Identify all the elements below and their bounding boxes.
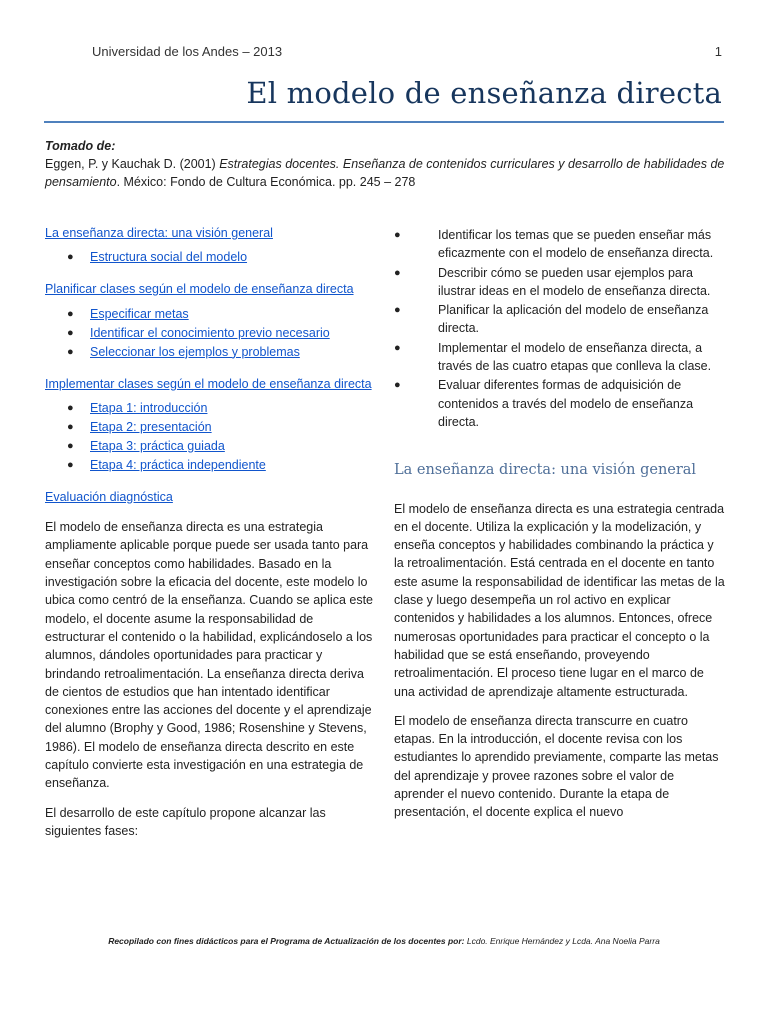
left-column bbox=[45, 224, 375, 851]
goal-text: Identificar los temas que se pueden enseñar más eficazmente con el modelo de enseñanza directa. bbox=[438, 228, 714, 261]
bullet-icon: ● bbox=[394, 379, 401, 392]
document-title: El modelo de enseñanza directa bbox=[246, 76, 722, 110]
toc-section bbox=[45, 375, 375, 475]
bullet-icon: ● bbox=[67, 307, 74, 320]
toc-link-stage-4[interactable]: Etapa 4: práctica independiente bbox=[90, 457, 266, 472]
source-label: Tomado de: bbox=[45, 139, 116, 153]
toc-link-stage-1[interactable]: Etapa 1: introducción bbox=[90, 400, 208, 415]
toc-item bbox=[45, 248, 375, 267]
goal-text: Describir cómo se pueden usar ejemplos para ilustrar ideas en el modelo de enseñanza directa. bbox=[438, 265, 711, 298]
section-heading: La enseñanza directa: una visión general bbox=[394, 462, 697, 479]
goal-item bbox=[394, 264, 726, 301]
bullet-icon: ● bbox=[67, 458, 74, 471]
bullet-icon: ● bbox=[67, 345, 74, 358]
source-book-title: Estrategias docentes. Enseñanza de contenidos curriculares y desarrollo de habilidades de pensamiento bbox=[45, 157, 725, 189]
bullet-icon: ● bbox=[67, 401, 74, 414]
toc-sublist bbox=[45, 248, 375, 267]
body-paragraph: El modelo de enseñanza directa transcurre en cuatro etapas. En la introducción, el docente revisa con los estudiantes lo aprendido previamente, comparte las metas del aprendizaje y provee razones sobre el valor de aprender el nuevo contenido. Durante la etapa de presentación, el docente explica el nuevo bbox=[394, 713, 719, 820]
toc-link-examples[interactable]: Seleccionar los ejemplos y problemas bbox=[90, 344, 300, 359]
toc-sublist bbox=[45, 399, 375, 475]
source-publisher: . México: Fondo de Cultura Económica. pp. 245 – 278 bbox=[116, 175, 416, 189]
bullet-icon: ● bbox=[394, 304, 401, 317]
page-number: 1 bbox=[714, 44, 722, 59]
bullet-icon: ● bbox=[67, 251, 74, 264]
footer-credit: Recopilado con fines didácticos para el Programa de Actualización de los docentes por: bbox=[108, 936, 467, 946]
body-paragraph: El modelo de enseñanza directa es una estrategia ampliamente aplicable porque puede ser usada tanto para enseñar conceptos como habilidades. Basado en la investigación sobre la eficacia del docente, este modelo lo ubica como centró de la enseñanza. Cuando se aplica este modelo, el docente asume la responsabilidad de estructurar el contenido o la habilidad, explicándoselo a los alumnos, dándoles oportunidades para practicar y brindando retroalimentación. La enseñanza directa deriva de cientos de estudios que han intentado identificar conexiones entre las acciones del docente y el aprendizaje del alumno (Brophy y Good, 1986; Rosenshine y Stevens, 1986). El modelo de enseñanza directa descrito en este capítulo convierte esta investigación en una estrategia de enseñanza. bbox=[45, 520, 373, 791]
toc-section bbox=[45, 280, 375, 361]
body-paragraph: El modelo de enseñanza directa es una estrategia centrada en el docente. Utiliza la explicación y la modelización, y enseña conceptos y habilidades combinando la práctica y la retroalimentación. Está centrada en el docente en tanto este asume la responsabilidad de identificar las metas de la clase y luego desempeña un rol activo en explicar contenidos y habilidades a los alumnos. Entonces, ofrece numerosas oportunidades para practicar el concepto o la habilidad que se está enseñando, proveyendo retroalimentación. El proceso tiene lugar en el marco de una actividad de aprendizaje altamente estructurada. bbox=[394, 501, 725, 699]
goal-item bbox=[394, 339, 726, 376]
goals-list bbox=[394, 226, 726, 431]
goal-text: Implementar el modelo de enseñanza directa, a través de las cuatro etapas que conlleva la clase. bbox=[438, 340, 712, 374]
body-paragraph: El desarrollo de este capítulo propone alcanzar las siguientes fases: bbox=[45, 805, 326, 838]
toc-item bbox=[45, 324, 375, 343]
toc-item bbox=[45, 418, 375, 437]
toc-link-stage-3[interactable]: Etapa 3: práctica guiada bbox=[90, 438, 225, 453]
running-head-text: Universidad de los Andes – 2013 bbox=[92, 44, 283, 59]
bullet-icon: ● bbox=[67, 439, 74, 452]
goal-text: Evaluar diferentes formas de adquisición de contenidos a través del modelo de enseñanza directa. bbox=[438, 378, 694, 429]
toc-link-assessment[interactable]: Evaluación diagnóstica bbox=[45, 489, 173, 504]
goal-item bbox=[394, 226, 726, 263]
toc-link-implementing[interactable]: Implementar clases según el modelo de enseñanza directa bbox=[45, 376, 372, 391]
toc-link-overview[interactable]: La enseñanza directa: una visión general bbox=[45, 226, 273, 240]
toc-link-goals[interactable]: Especificar metas bbox=[90, 306, 189, 321]
page-footer bbox=[0, 936, 768, 946]
toc-item bbox=[45, 399, 375, 418]
source-citation bbox=[45, 137, 725, 191]
toc-section bbox=[45, 224, 375, 267]
goal-item bbox=[394, 301, 726, 338]
toc-item bbox=[45, 437, 375, 456]
toc-link-prior-knowledge[interactable]: Identificar el conocimiento previo necesario bbox=[90, 325, 330, 340]
toc-sublist bbox=[45, 305, 375, 362]
goal-item bbox=[394, 376, 726, 431]
footer-authors: Lcdo. Enrique Hernández y Lcda. Ana Noelia Parra bbox=[466, 936, 660, 946]
toc-section bbox=[45, 488, 375, 506]
toc-link-stage-2[interactable]: Etapa 2: presentación bbox=[90, 419, 212, 434]
toc-link-social-structure[interactable]: Estructura social del modelo bbox=[90, 250, 248, 265]
bullet-icon: ● bbox=[67, 326, 74, 339]
bullet-icon: ● bbox=[67, 420, 74, 433]
bullet-icon: ● bbox=[394, 266, 401, 279]
toc-item bbox=[45, 343, 375, 362]
bullet-icon: ● bbox=[394, 229, 401, 241]
toc-link-planning[interactable]: Planificar clases según el modelo de enseñanza directa bbox=[45, 282, 354, 297]
goal-text: Planificar la aplicación del modelo de enseñanza directa. bbox=[438, 303, 709, 336]
toc-item bbox=[45, 305, 375, 324]
bullet-icon: ● bbox=[394, 341, 401, 354]
toc-item bbox=[45, 456, 375, 475]
title-divider bbox=[44, 121, 724, 123]
table-of-contents bbox=[45, 224, 375, 506]
running-header bbox=[92, 44, 722, 59]
source-authors: Eggen, P. y Kauchak D. (2001) bbox=[45, 157, 220, 171]
right-column bbox=[394, 226, 726, 833]
